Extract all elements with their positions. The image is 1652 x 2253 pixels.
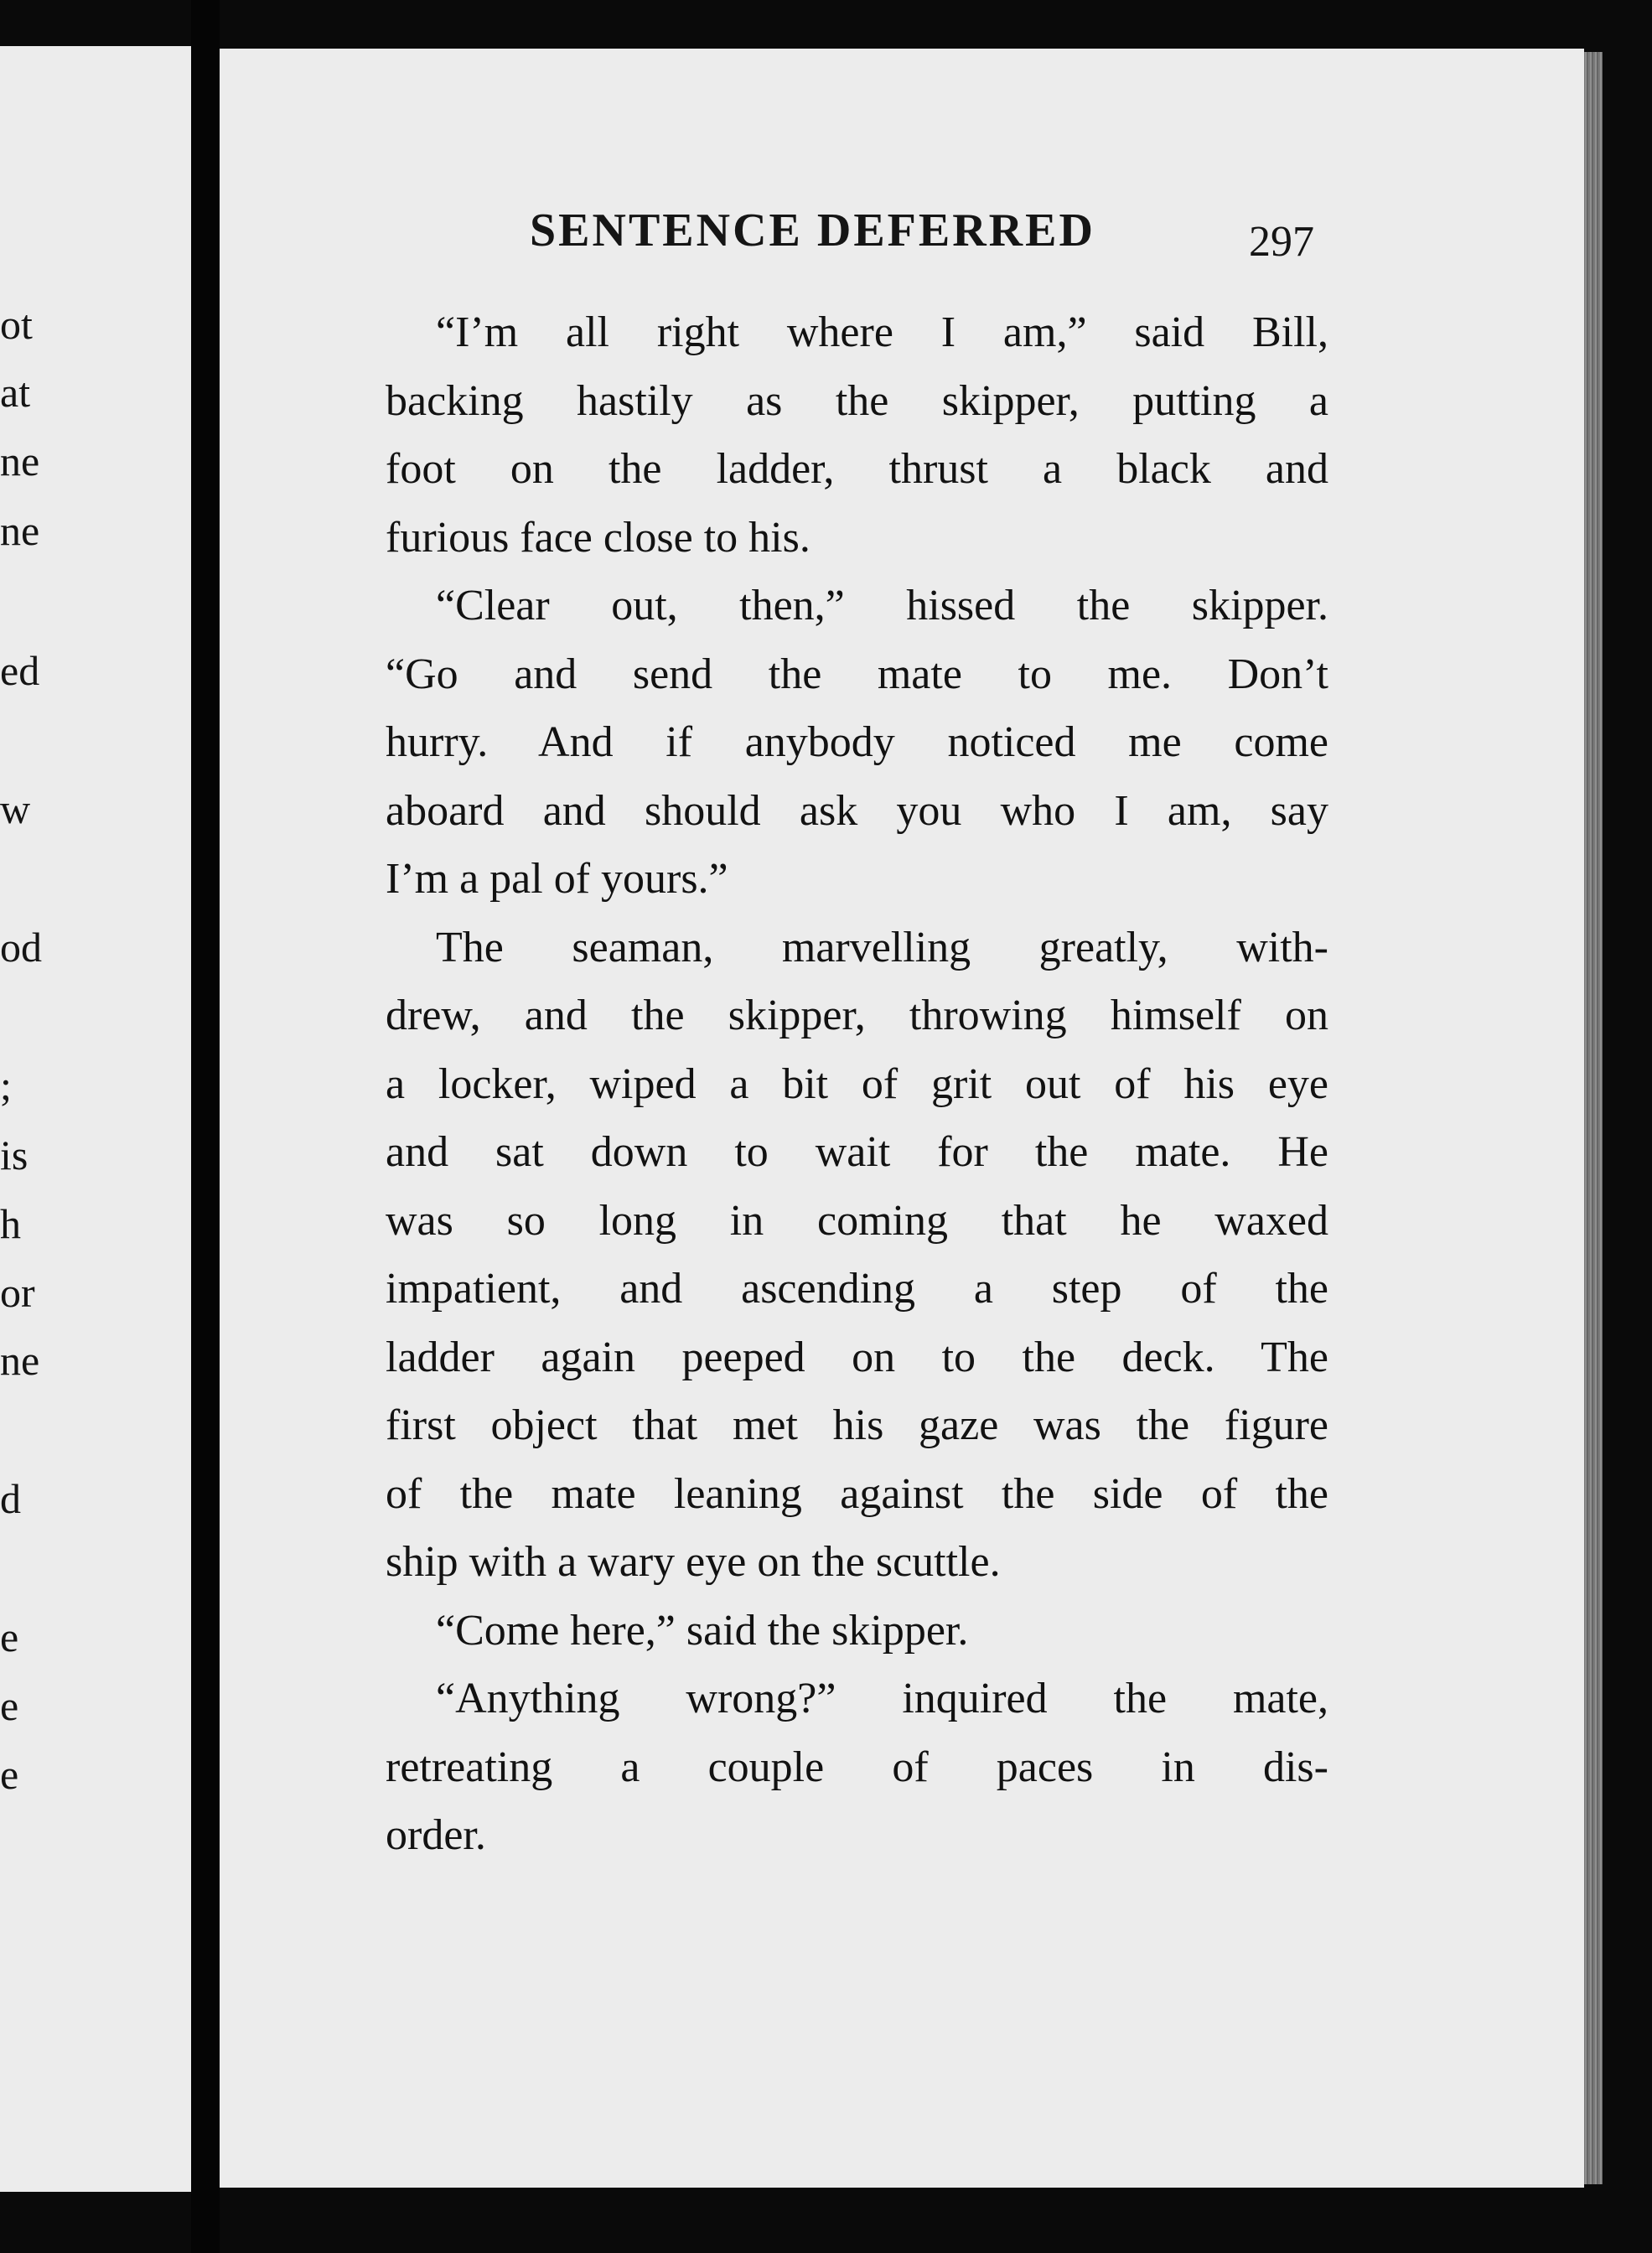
text-line: backing hastily as the skipper, putting a (386, 376, 1328, 425)
text-line: of the mate leaning against the side of the (386, 1469, 1328, 1518)
previous-page-fragment: w (0, 785, 31, 832)
text-line: “Come here,” said the skipper. (436, 1606, 969, 1655)
page-edges (1584, 52, 1603, 2184)
text-line: and sat down to wait for the mate. He (386, 1128, 1328, 1176)
previous-page-fragment: e (0, 1682, 19, 1729)
text-line: I’m a pal of yours.” (386, 855, 728, 903)
previous-page-fragment: od (0, 924, 42, 971)
text-line: order. (386, 1811, 486, 1859)
previous-page-fragment: e (0, 1751, 19, 1798)
previous-page-fragment: at (0, 369, 31, 416)
previous-page-fragment: e (0, 1613, 19, 1660)
page-number: 297 (1249, 218, 1314, 266)
running-title: SENTENCE DEFERRED (530, 205, 1095, 256)
text-line: drew, and the skipper, throwing himself on (386, 992, 1328, 1039)
previous-page-edge (0, 46, 191, 2192)
text-line: a locker, wiped a bit of grit out of his eye (386, 1059, 1328, 1108)
previous-page-fragment: d (0, 1475, 21, 1522)
previous-page-fragment: ne (0, 1337, 40, 1384)
previous-page-fragment: ot (0, 301, 33, 348)
text-line: “Anything wrong?” inquired the mate, (436, 1675, 1328, 1722)
text-line: retreating a couple of paces in dis- (386, 1743, 1328, 1791)
text-line: The seaman, marvelling greatly, with- (436, 923, 1328, 971)
book-gutter (191, 0, 220, 2253)
text-line: “Go and send the mate to me. Don’t (386, 650, 1328, 698)
body-text (386, 298, 1328, 1870)
text-line: impatient, and ascending a step of the (386, 1265, 1328, 1313)
previous-page-fragment: ne (0, 438, 40, 484)
text-line: ship with a wary eye on the scuttle. (386, 1538, 1001, 1586)
previous-page-fragment: h (0, 1200, 21, 1247)
text-line: “Clear out, then,” hissed the skipper. (436, 582, 1328, 629)
text-line: foot on the ladder, thrust a black and (386, 445, 1328, 493)
previous-page-fragment: is (0, 1132, 28, 1178)
text-line: first object that met his gaze was the figure (386, 1401, 1328, 1449)
previous-page-fragment: ; (0, 1062, 12, 1109)
text-line: ladder again peeped on to the deck. The (386, 1333, 1328, 1381)
previous-page-fragment: ne (0, 507, 40, 554)
text-line: “I’m all right where I am,” said Bill, (436, 308, 1328, 356)
text-line: was so long in coming that he waxed (386, 1196, 1328, 1245)
previous-page-fragment: or (0, 1269, 35, 1316)
text-line: hurry. And if anybody noticed me come (386, 718, 1328, 766)
previous-page-fragment: ed (0, 647, 40, 694)
text-line: furious face close to his. (386, 513, 810, 562)
text-line: aboard and should ask you who I am, say (386, 786, 1328, 835)
